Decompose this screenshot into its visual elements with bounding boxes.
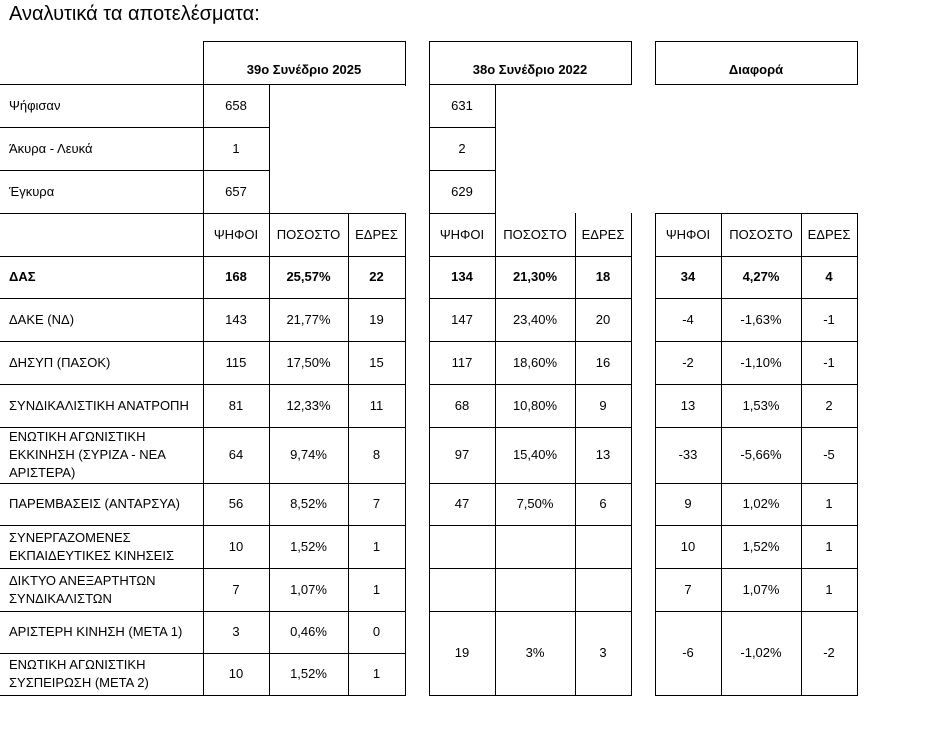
party-votes-2025: 56 xyxy=(228,496,244,511)
party-votes-diff: -2 xyxy=(682,354,694,370)
party-pct-diff: -1,10% xyxy=(740,354,782,370)
grid-line xyxy=(269,213,270,696)
party-votes-2025: 7 xyxy=(232,581,240,597)
party-pct-2022: 7,50% xyxy=(516,496,554,511)
grid-line xyxy=(495,213,496,696)
summary-value-2025: 658 xyxy=(225,97,247,113)
party-votes-2025: 10 xyxy=(228,538,244,554)
party-votes-2025: 81 xyxy=(228,397,244,413)
grid-line xyxy=(405,41,406,85)
grid-line xyxy=(655,213,858,214)
grid-line xyxy=(655,41,858,42)
grid-line xyxy=(575,213,576,696)
party-seats-2025: 19 xyxy=(369,311,384,327)
party-seats-2022 xyxy=(575,525,631,568)
party-pct-2025: 9,74% xyxy=(290,447,327,462)
summary-label: Έγκυρα xyxy=(9,183,55,199)
party-seats-2025: 0 xyxy=(372,624,381,639)
party-seats-2022: 20 xyxy=(595,311,611,327)
grid-line xyxy=(429,213,430,696)
party-seats-diff: 1 xyxy=(825,581,833,597)
grid-line xyxy=(655,695,858,696)
column-header-votes-2025: ΨΗΦΟΙ xyxy=(213,226,259,242)
party-seats-2022 xyxy=(575,568,631,611)
summary-value-2022: 2 xyxy=(458,140,466,156)
party-pct-diff: -1,63% xyxy=(740,311,782,327)
party-votes-2022: 134 xyxy=(451,269,473,284)
column-header-pct-2025: ΠΟΣΟΣΤΟ xyxy=(276,226,341,242)
party-votes-diff: 7 xyxy=(684,581,692,597)
summary-value-2022: 629 xyxy=(451,183,473,199)
party-seats-2022: 9 xyxy=(599,397,607,413)
party-seats-2025: 8 xyxy=(372,447,381,462)
party-votes-2025: 168 xyxy=(225,269,247,284)
column-header-blank xyxy=(0,213,203,256)
party-pct-2025: 12,33% xyxy=(286,397,331,413)
party-pct-2022: 15,40% xyxy=(512,447,558,462)
party-pct-2025: 21,77% xyxy=(286,311,331,327)
party-votes-2022: 47 xyxy=(454,496,470,511)
grid-line xyxy=(269,84,270,214)
party-seats-diff: 4 xyxy=(825,269,833,284)
party-pct-2025: 25,57% xyxy=(286,269,331,284)
column-header-votes-2022: ΨΗΦΟΙ xyxy=(439,226,485,242)
column-header-seats-diff: ΕΔΡΕΣ xyxy=(807,226,851,242)
grid-line xyxy=(655,213,656,696)
summary-value-2025: 1 xyxy=(232,140,240,156)
summary-label: Άκυρα - Λευκά xyxy=(9,140,93,156)
party-seats-2025: 11 xyxy=(369,397,384,413)
column-header-seats-2025: ΕΔΡΕΣ xyxy=(355,226,398,242)
party-pct-diff: -5,66% xyxy=(740,447,782,462)
grid-line xyxy=(405,213,406,696)
group-header-2022: 38ο Συνέδριο 2022 xyxy=(472,62,588,77)
party-seats-diff: -1 xyxy=(823,311,835,327)
party-seats-diff: 1 xyxy=(825,496,833,511)
party-pct-diff: 1,07% xyxy=(742,581,780,597)
party-votes-2025: 3 xyxy=(232,624,240,639)
grid-line xyxy=(203,84,204,214)
party-votes-diff: -4 xyxy=(682,311,694,327)
merged-seats-2022: 3 xyxy=(599,645,607,660)
party-votes-2022: 147 xyxy=(451,311,473,327)
party-votes-2025: 64 xyxy=(228,447,244,462)
party-name: ΣΥΝΕΡΓΑΖΟΜΕΝΕΣ ΕΚΠΑΙΔΕΥΤΙΚΕΣ ΚΙΝΗΣΕΙΣ xyxy=(9,529,174,563)
party-seats-2022: 6 xyxy=(599,496,607,511)
party-votes-diff: 13 xyxy=(680,397,696,413)
grid-line xyxy=(203,213,204,696)
party-votes-diff: 9 xyxy=(684,496,692,511)
group-header-diff: Διαφορά xyxy=(728,62,784,77)
party-votes-2025: 10 xyxy=(228,666,244,681)
grid-line xyxy=(405,84,406,86)
party-seats-2025: 15 xyxy=(369,354,384,370)
column-header-votes-diff: ΨΗΦΟΙ xyxy=(665,226,711,242)
merged-seats-diff: -2 xyxy=(823,645,835,660)
grid-line xyxy=(857,213,858,696)
party-votes-2022 xyxy=(429,525,495,568)
party-seats-2025: 7 xyxy=(372,496,381,511)
grid-line xyxy=(429,41,430,85)
party-votes-2025: 115 xyxy=(225,354,247,370)
grid-line xyxy=(495,84,496,214)
grid-line xyxy=(203,41,204,85)
summary-value-2025: 657 xyxy=(225,183,247,199)
party-votes-diff: 34 xyxy=(680,269,696,284)
summary-label: Ψήφισαν xyxy=(9,97,61,113)
party-seats-2025: 1 xyxy=(372,581,381,597)
party-votes-2025: 143 xyxy=(225,311,247,327)
party-pct-2022: 21,30% xyxy=(512,269,558,284)
party-pct-2025: 0,46% xyxy=(290,624,327,639)
party-pct-2025: 8,52% xyxy=(290,496,327,511)
column-header-pct-2022: ΠΟΣΟΣΤΟ xyxy=(503,226,567,242)
party-seats-2025: 1 xyxy=(372,666,381,681)
grid-line xyxy=(655,41,656,85)
grid-line xyxy=(429,41,632,42)
merged-pct-2022: 3% xyxy=(525,645,545,660)
party-seats-2022: 18 xyxy=(595,269,611,284)
party-seats-diff: 2 xyxy=(825,397,833,413)
party-votes-2022: 68 xyxy=(454,397,470,413)
party-pct-diff: 1,53% xyxy=(742,397,780,413)
party-pct-2025: 1,52% xyxy=(290,538,327,554)
party-name: ΔΑΚΕ (ΝΔ) xyxy=(9,311,75,327)
merged-votes-2022: 19 xyxy=(454,645,470,660)
party-name: ΠΑΡΕΜΒΑΣΕΙΣ (ΑΝΤΑΡΣΥΑ) xyxy=(9,496,180,511)
grid-line xyxy=(857,41,858,85)
party-seats-2025: 22 xyxy=(369,269,384,284)
party-name: ΔΗΣΥΠ (ΠΑΣΟΚ) xyxy=(9,354,111,370)
grid-line xyxy=(631,213,632,696)
party-pct-diff: 1,52% xyxy=(742,538,780,554)
party-votes-2022 xyxy=(429,568,495,611)
party-pct-2025: 17,50% xyxy=(286,354,331,370)
column-header-pct-diff: ΠΟΣΟΣΤΟ xyxy=(729,226,793,242)
party-votes-2022: 97 xyxy=(454,447,470,462)
merged-pct-diff: -1,02% xyxy=(740,645,782,660)
grid-line xyxy=(429,84,430,214)
party-pct-2022 xyxy=(495,568,575,611)
grid-line xyxy=(631,41,632,85)
page-title: Αναλυτικά τα αποτελέσματα: xyxy=(9,3,260,25)
grid-line xyxy=(721,213,722,696)
summary-value-2022: 631 xyxy=(451,97,473,113)
grid-line xyxy=(655,84,858,85)
party-name: ΕΝΩΤΙΚΗ ΑΓΩΝΙΣΤΙΚΗ ΕΚΚΙΝΗΣΗ (ΣΥΡΙΖΑ - ΝΕΑ ΑΡΙΣΤΕΡΑ) xyxy=(9,429,166,480)
party-seats-2022: 13 xyxy=(595,447,611,462)
party-name: ΔΙΚΤΥΟ ΑΝΕΞΑΡΤΗΤΩΝ ΣΥΝΔΙΚΑΛΙΣΤΩΝ xyxy=(9,572,156,606)
party-seats-diff: -1 xyxy=(823,354,835,370)
column-header-seats-2022: ΕΔΡΕΣ xyxy=(581,226,625,242)
party-pct-2022: 10,80% xyxy=(512,397,558,413)
party-pct-2022 xyxy=(495,525,575,568)
party-name: ΑΡΙΣΤΕΡΗ ΚΙΝΗΣΗ (ΜΕΤΑ 1) xyxy=(9,624,183,639)
party-seats-2022: 16 xyxy=(595,354,611,370)
party-pct-2022: 23,40% xyxy=(512,311,558,327)
party-pct-diff: 1,02% xyxy=(742,496,780,511)
grid-line xyxy=(429,695,632,696)
party-name: ΔΑΣ xyxy=(9,269,36,284)
merged-votes-diff: -6 xyxy=(682,645,694,660)
party-pct-2025: 1,07% xyxy=(290,581,327,597)
party-seats-diff: -5 xyxy=(823,447,835,462)
party-pct-2022: 18,60% xyxy=(512,354,558,370)
party-seats-2025: 1 xyxy=(372,538,381,554)
party-pct-diff: 4,27% xyxy=(742,269,780,284)
party-votes-2022: 117 xyxy=(451,354,473,370)
grid-line xyxy=(801,213,802,696)
grid-line xyxy=(348,213,349,696)
party-pct-2025: 1,52% xyxy=(290,666,327,681)
party-seats-diff: 1 xyxy=(825,538,833,554)
party-votes-diff: -33 xyxy=(678,447,698,462)
party-name: ΕΝΩΤΙΚΗ ΑΓΩΝΙΣΤΙΚΗ ΣΥΣΠΕΙΡΩΣΗ (ΜΕΤΑ 2) xyxy=(9,657,149,690)
grid-line xyxy=(203,41,406,42)
group-header-2025: 39ο Συνέδριο 2025 xyxy=(246,62,362,77)
party-votes-diff: 10 xyxy=(680,538,696,554)
party-name: ΣΥΝΔΙΚΑΛΙΣΤΙΚΗ ΑΝΑΤΡΟΠΗ xyxy=(9,397,189,413)
